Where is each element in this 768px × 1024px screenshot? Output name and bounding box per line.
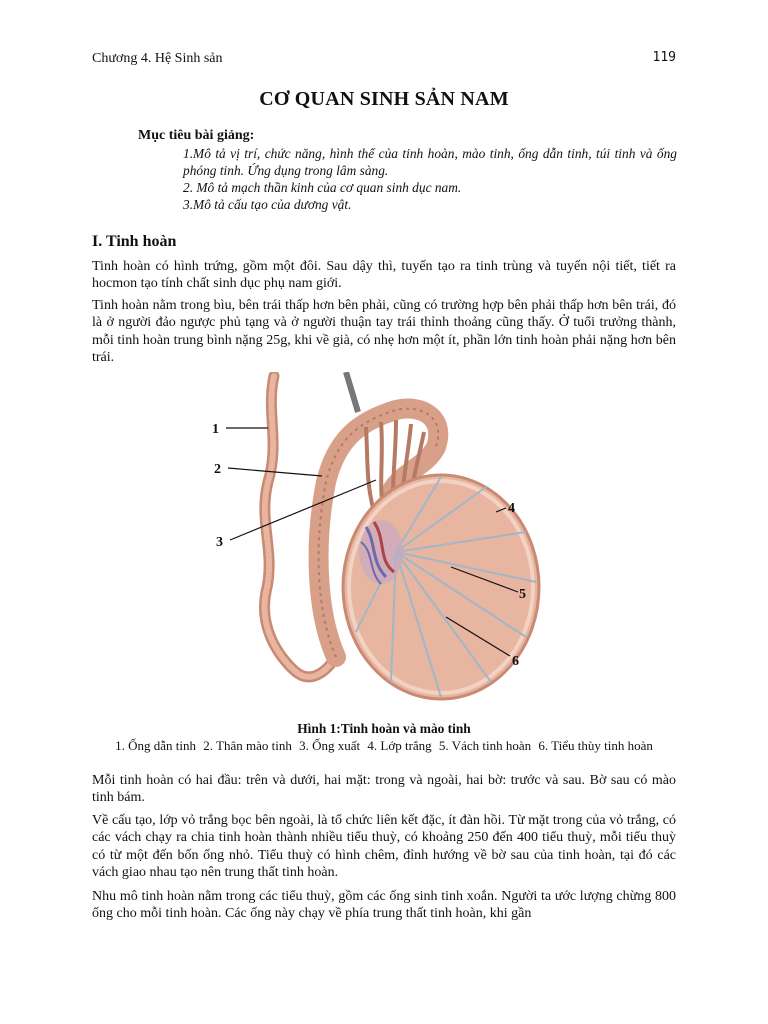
caption-item-3: 3. Ống xuất bbox=[299, 738, 361, 753]
mediastinum-vessels bbox=[359, 520, 403, 584]
section-heading-testis: I. Tinh hoàn bbox=[92, 233, 177, 250]
page-title: CƠ QUAN SINH SẢN NAM bbox=[259, 88, 509, 110]
figure-label-3: 3 bbox=[216, 535, 223, 550]
caption-item-5: 5. Vách tinh hoàn bbox=[438, 738, 532, 753]
caption-item-6: 6. Tiểu thùy tinh hoàn bbox=[538, 738, 653, 753]
caption-item-4: 4. Lớp trắng bbox=[367, 738, 432, 753]
objective-item-2: 2. Mô tả mạch thần kinh của cơ quan sinh dục nam. bbox=[183, 180, 462, 195]
paragraph-5: Nhu mô tinh hoàn nằm trong các tiểu thuỳ, gồm các ống sinh tinh xoắn. Người ta ước lượng chừng 800 ống cho mỗi tinh hoàn. Các ống này chạy về phía trung thất tinh hoàn, khi gần bbox=[92, 889, 676, 922]
paragraph-4: Về cấu tạo, lớp vỏ trắng bọc bên ngoài, là tổ chức liên kết đặc, ít đàn hồi. Từ mặt trong của vỏ trắng, có các vách chạy ra chia tinh hoàn thành nhiều tiểu thuỳ, có khoảng 250 đến 400 tiểu thuỳ, mỗi tiểu thuỳ có từ một đến bốn ống nhỏ. Tiểu thuỳ có hình chêm, đỉnh hướng về bờ sau của tinh hoàn, tại đó các vách giao nhau tạo nên trung thất tinh hoàn. bbox=[92, 813, 676, 880]
paragraph-1: Tinh hoàn có hình trứng, gồm một đôi. Sau dậy thì, tuyến tạo ra tinh trùng và tuyến nội tiết, tiết ra hocmon tạo tính chất sinh dục phụ nam giới. bbox=[92, 259, 676, 292]
caption-item-1: 1. Ống dẫn tinh bbox=[115, 738, 197, 753]
objective-item-1: 1.Mô tả vị trí, chức năng, hình thể của tinh hoàn, mào tinh, ống dẫn tinh, túi tinh và ống phóng tinh. Ứng dụng trong lâm sàng. bbox=[183, 146, 677, 178]
figure-label-4: 4 bbox=[508, 501, 515, 516]
testis-illustration bbox=[196, 372, 546, 712]
figure-label-6: 6 bbox=[512, 654, 519, 669]
page-number: 119 bbox=[652, 50, 676, 65]
figure-label-2: 2 bbox=[214, 462, 221, 477]
figure-caption-items bbox=[0, 738, 768, 754]
paragraph-3: Mỗi tinh hoàn có hai đầu: trên và dưới, hai mặt: trong và ngoài, hai bờ: trước và sau. Bờ sau có mào tinh bám. bbox=[92, 773, 676, 806]
figure-label-1: 1 bbox=[212, 422, 219, 437]
objective-item-3: 3.Mô tả cấu tạo của dương vật. bbox=[183, 197, 352, 212]
figure-caption-title: Hình 1:Tinh hoàn và mào tinh bbox=[297, 721, 471, 736]
figure-label-5: 5 bbox=[519, 587, 526, 602]
objectives-heading: Mục tiêu bài giảng: bbox=[138, 128, 255, 143]
chapter-header: Chương 4. Hệ Sinh sản bbox=[92, 51, 223, 66]
paragraph-2: Tinh hoàn nằm trong bìu, bên trái thấp hơn bên phải, cũng có trường hợp bên phải thấp hơn bên trái, đó là ở người đảo ngược phủ tạng và ở người thuận tay trái thỉnh thoảng cũng thấy. Ở tuổi trưởng thành, mỗi tinh hoàn trung bình nặng 25g, khi về già, có nhẹ hơn một ít, phần lớn tinh hoàn phải nặng hơn bên trái. bbox=[92, 298, 676, 365]
caption-item-2: 2. Thân mào tinh bbox=[203, 738, 292, 753]
